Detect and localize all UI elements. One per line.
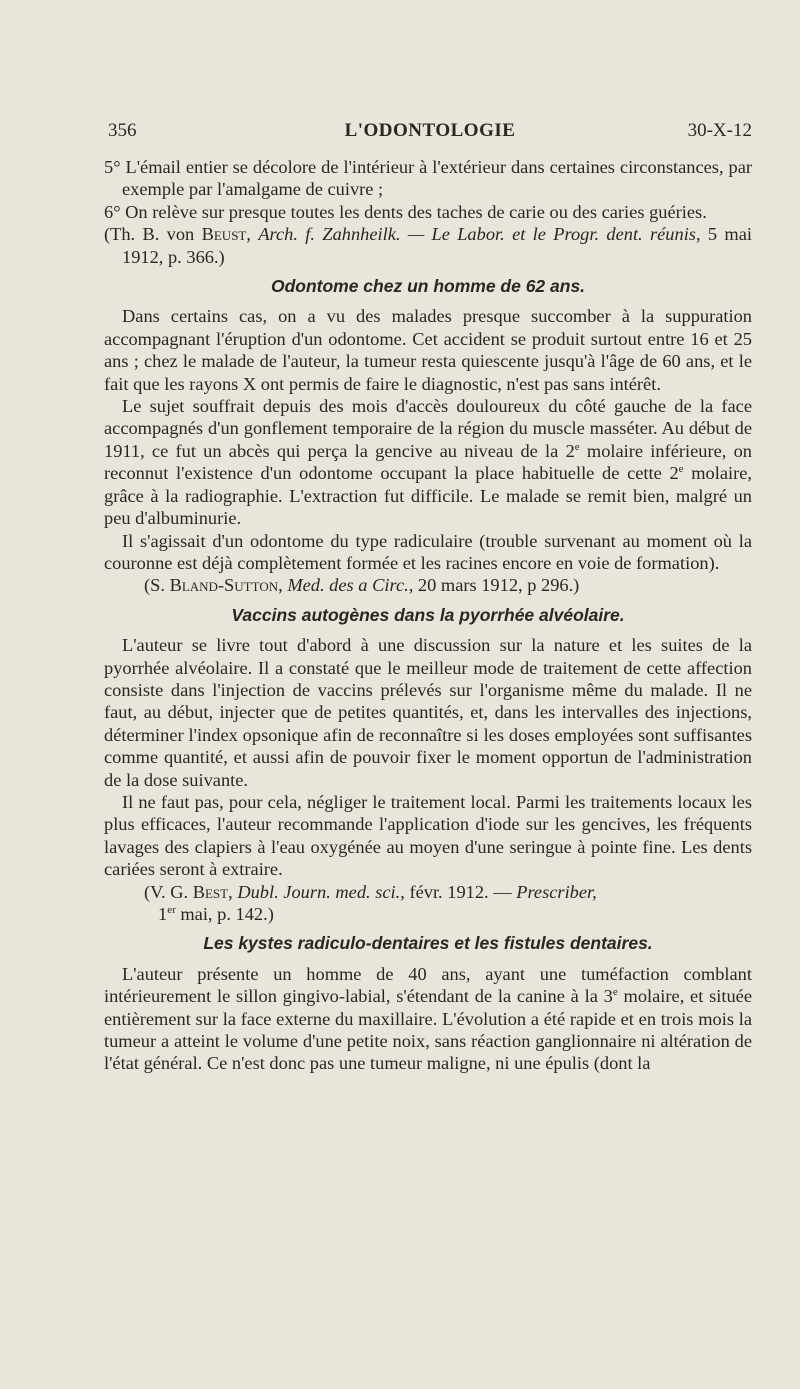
ref-sep: , <box>278 575 288 596</box>
paragraph: Il ne faut pas, pour cela, négliger le traitement local. Parmi les traitements locaux les plus efficaces, l'auteur recommande l'application d'iode sur les gencives, les fréquents lavages des clapiers à l'eau oxygénée au moyen d'une seringue à pointe fine. Les dents cariées seront à extraire. <box>104 791 752 880</box>
ref-mid: , févr. 1912. — <box>400 881 517 902</box>
article-body <box>104 156 752 1075</box>
ref-source: Arch. f. Zahnheilk. — Le Labor. et le Progr. dent. réunis <box>258 224 696 245</box>
text-run: Le sujet souffrait depuis des mois d'accès douloureux du côté gauche de la face accompagnés d'un gonflement temporaire de la région du muscle masséter. Au début de 1911, ce fut un abcès qui perça la gencive au niveau de la 2 <box>104 396 752 461</box>
section-title-odontome: Odontome chez un homme de 62 ans. <box>270 276 586 297</box>
ref-open: (Th. B. von <box>104 224 202 245</box>
reference-bland-sutton <box>104 574 752 596</box>
ref-author: Bland-Sutton <box>169 575 279 596</box>
running-header <box>108 120 752 150</box>
section-title-kystes: Les kystes radiculo-dentaires et les fistules dentaires. <box>203 933 653 954</box>
page-number: 356 <box>108 120 137 141</box>
paragraph: Il s'agissait d'un odontome du type radiculaire (trouble survenant au moment où la couronne est déjà complètement formée et les racines encore en voie de formation). <box>104 530 752 573</box>
superscript: e <box>678 463 684 476</box>
ref-rest: mai, p. 142.) <box>175 904 274 924</box>
ref-rest: , 20 mars 1912, p 296.) <box>408 575 580 596</box>
ref-source: Dubl. Journ. med. sci. <box>237 881 401 902</box>
reference-best <box>104 881 752 926</box>
ref-day: 1 <box>158 904 168 924</box>
ref-open: (S. <box>144 575 170 596</box>
issue-date: 30-X-12 <box>687 120 752 141</box>
ref-open: (V. G. <box>144 881 193 902</box>
ref-sep: , <box>228 881 238 902</box>
ref-sep: , <box>246 224 259 245</box>
superscript: er <box>167 903 176 916</box>
ref-author: Beust <box>201 224 247 245</box>
superscript: e <box>574 440 580 453</box>
paragraph <box>104 395 752 529</box>
superscript: e <box>612 986 618 999</box>
section-title-vaccins: Vaccins autogènes dans la pyorrhée alvéolaire. <box>231 604 625 625</box>
text-run: L'auteur présente un homme de 40 ans, ayant une tuméfaction comblant intérieurement le sillon gingivo-labial, s'étendant de la canine à la 3 <box>104 963 752 1007</box>
text-run: molaire, grâce à la radiographie. L'extraction fut difficile. Le malade se remit bien, malgré un peu d'albuminurie. <box>104 463 752 529</box>
text-run: molaire inférieure, on reconnut l'existence d'un odontome occupant la place habituelle de cette 2 <box>104 440 753 484</box>
ref-author: Best <box>192 881 229 902</box>
journal-title: L'ODONTOLOGIE <box>344 120 516 141</box>
paragraph <box>104 963 752 1075</box>
paragraph: Dans certains cas, on a vu des malades presque succomber à la suppuration accompagnant l'éruption d'un odontome. Cet accident se produit surtout entre 16 et 25 ans ; chez le malade de l'auteur, la tumeur resta quiescente jusqu'à l'âge de 60 ans, et le fait que les rayons X ont permis de faire le diagnostic, n'est pas sans intérêt. <box>104 306 752 394</box>
ref-source: Med. des a Circ. <box>287 575 409 596</box>
text-run: molaire, et située entièrement sur la face externe du maxillaire. L'évolution a été rapide et en trois mois la tumeur a atteint le volume d'une petite noix, sans réaction ganglionnaire ni altération de l'état général. Ce n'est donc pas une tumeur maligne, ni une épulis (dont la <box>104 986 752 1074</box>
item-5: 5° L'émail entier se décolore de l'intérieur à l'extérieur dans certaines circonstances, par exemple par l'amalgame de cuivre ; <box>104 157 752 200</box>
reference-beust <box>104 223 752 268</box>
paragraph: L'auteur se livre tout d'abord à une discussion sur la nature et les suites de la pyorrhée alvéolaire. Il a constaté que le meilleur mode de traitement de cette affection consiste dans l'injection de vaccins prélevés sur l'organisme même du malade. Il ne faut, au début, injecter que de petites quantités, et, dans les intervalles des injections, déterminer l'index opsonique afin de reconnaître si les doses employées sont suffisantes comme quantité, et aussi afin de pouvoir fixer le moment opportun de l'administration de la dose suivante. <box>104 635 752 790</box>
ref-source-2: Prescriber, <box>516 881 597 902</box>
ref-rest: , 5 mai 1912, p. 366.) <box>122 224 752 267</box>
item-6: 6° On relève sur presque toutes les dents des taches de carie ou des caries guéries. <box>104 201 707 222</box>
